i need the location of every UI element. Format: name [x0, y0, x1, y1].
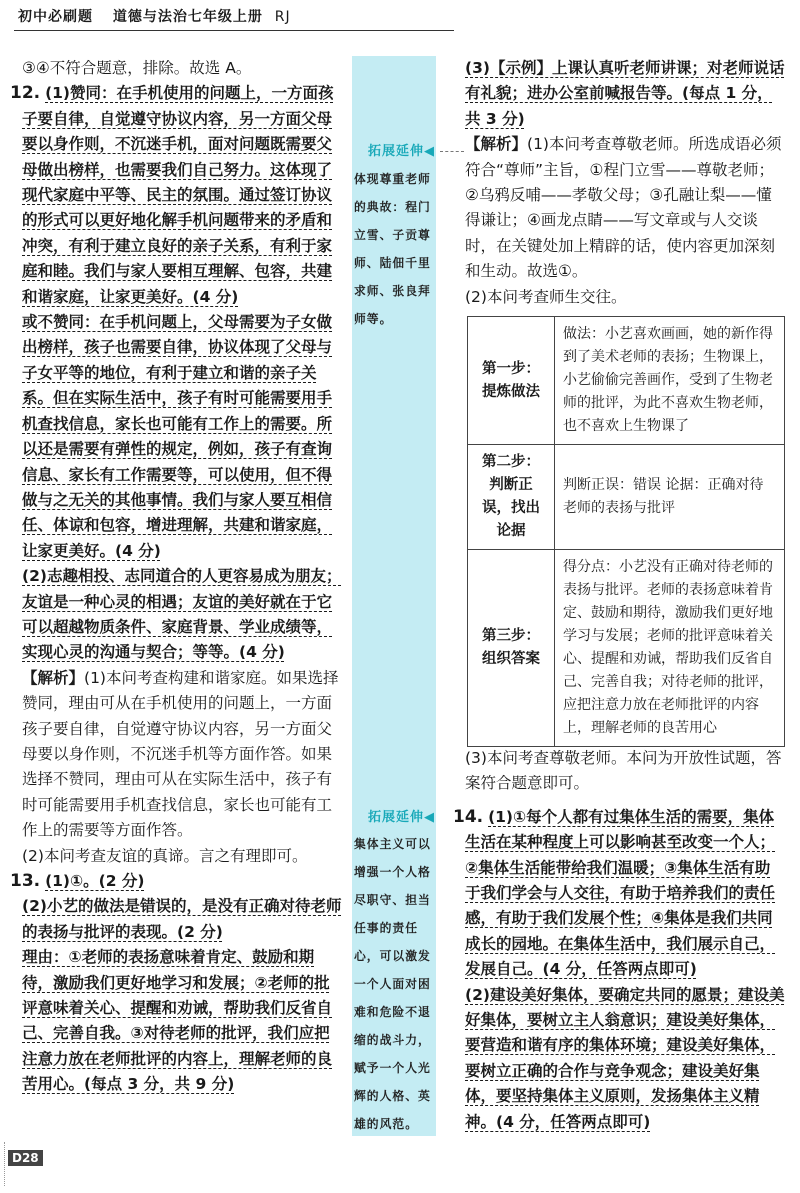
q14-number: 14. — [453, 806, 484, 827]
q11-tail: ③④不符合题意，排除。故选 A。 — [22, 59, 252, 77]
q13-answer-2: (2)小艺的做法是错误的，是没有正确对待老师的表扬与批评的表现。(2 分) — [22, 897, 342, 941]
analysis-tag: 【解析】 — [465, 135, 528, 154]
step-content: 做法：小艺喜欢画画，她的新作得到了美术老师的表扬；生物课上，小艺偷偷完善画作，受到了生物老师的批评，为此不喜欢生物老师，也不喜欢上生物课了 — [555, 317, 785, 445]
q13-answer-1 — [10, 869, 344, 894]
table-row — [468, 445, 785, 550]
extension-title-1-text: 拓展延伸 — [368, 144, 425, 159]
extension-title-1 — [368, 140, 435, 159]
table-row — [468, 550, 785, 747]
step-label: 第二步：判断正误，找出论据 — [468, 445, 555, 550]
q13-number: 13. — [10, 871, 41, 891]
steps-table — [467, 316, 785, 747]
q13-answer-4: (3)【示例】上课认真听老师讲课；对老师说话有礼貌；进办公室前喊报告等。(每点 1 分，共 3 分) — [465, 59, 785, 128]
right-column — [465, 56, 785, 310]
q12-answer-1 — [10, 81, 344, 310]
extension-box-2: 集体主义可以增强一个人格尽职守、担当任事的责任心，可以激发一个人面对困难和危险不退缩的战斗力，赋予一个人光辉的人格、英雄的风范。 — [354, 837, 431, 1131]
step-label: 第三步：组织答案 — [468, 550, 555, 747]
q13-text-1: (1)①。(2 分) — [45, 872, 145, 890]
q12-answer-2: 或不赞同：在手机问题上，父母需要为子女做出榜样，孩子也需要自律，协议体现了父母与子女平等的地位，有利于建立和谐的亲子关系。但在实际生活中，孩子有时可能需要用手机查找信息，家长也可能有工作上的需要。所以还是需要有弹性的规定，例如，孩子有查询信息、家长有工作需要等，可以使用，但不得做与之无关的其他事情。我们与家人要互相信任、体谅和包容，增进理解，共建和谐家庭，让家更美好。(4 分) — [22, 313, 333, 560]
q12-analysis-2: (2)本问考查友谊的真谛。言之有理即可。 — [22, 846, 308, 865]
q12-analysis-text: (1)本问考查构建和谐家庭。如果选择赞同，理由可从在手机使用的问题上，一方面孩子要自律，自觉遵守协议内容，另一方面父母要以身作则，不沉迷手机等方面作答。如果选择不赞同，理由可从在实际生活中，孩子有时可能需要用手机查找信息，家长也可能有工作上的需要等方面作答。 — [22, 668, 339, 840]
leader-line-1 — [440, 151, 464, 152]
q14-answer-2: (2)建设美好集体，要确定共同的愿景；建设美好集体，要树立主人翁意识；建设美好集体，要营造和谐有序的集体环境；建设美好集体，要树立正确的合作与竞争观念；建设美好集体，要坚持集体主义原则，发扬集体主义精神。(4 分，任答两点即可) — [465, 985, 785, 1131]
q13-analysis-text: (1)本问考查尊敬老师。所选成语必须符合“尊师”主旨，①程门立雪——尊敬老师；②乌鸦反哺——孝敬父母；③孔融让梨——懂得谦让；④画龙点睛——写文章或与人交谈时，在关键处加上精辟的话，使内容更加深刻和生动。故选①。 — [465, 135, 782, 281]
left-column — [10, 56, 344, 1098]
page-number: D28 — [8, 1150, 43, 1166]
header-rule — [14, 30, 454, 31]
extension-title-2 — [368, 806, 435, 825]
step-content: 判断正误：错误 论据：正确对待老师的表扬与批评 — [555, 445, 785, 550]
arrow-left-icon: ◀ — [424, 144, 436, 159]
q12-analysis — [22, 666, 344, 844]
step-label: 第一步：提炼做法 — [468, 317, 555, 445]
analysis-tag: 【解析】 — [22, 668, 85, 687]
q14-text-1: (1)①每个人都有过集体生活的需要，集体生活在某种程度上可以影响甚至改变一个人；②集体生活能带给我们温暖；③集体生活有助于我们学会与人交往，有助于培养我们的责任感，有助于我们发展个性；④集体是我们共同成长的园地。在集体生活中，我们展示自己，发展自己。(4 分，任答两点即可) — [465, 807, 776, 979]
extension-box-1: 体现尊重老师的典故：程门立雪、子贡尊师、陆佃千里求师、张良拜师等。 — [354, 172, 431, 326]
q13-analysis-3: (3)本问考查尊敬老师。本问为开放性试题，答案符合题意即可。 — [465, 749, 782, 793]
right-column-lower — [453, 746, 785, 1135]
arrow-left-icon: ◀ — [424, 810, 436, 825]
q13-analysis-2: (2)本问考查师生交往。 — [465, 287, 627, 306]
edition-code: RJ — [274, 9, 291, 25]
q12-number: 12. — [10, 83, 41, 104]
page-header — [18, 6, 778, 32]
q12-text-1: (1)赞同：在手机使用的问题上，一方面孩子要自律，自觉遵守协议内容，另一方面父母要以身作则，不沉迷手机，面对问题既需要父母做出榜样，也需要我们自己努力。这体现了现代家庭中平等、民主的氛围。通过签订协议的形式可以更好地化解手机问题带来的矛盾和冲突，有利于建立良好的亲子关系，有利于家庭和睦。我们与家人要相互理解、包容，共建和谐家庭，让家更美好。(4 分) — [22, 84, 334, 306]
q12-answer-3: (2)志趣相投、志同道合的人更容易成为朋友；友谊是一种心灵的相遇；友谊的美好就在于它可以超越物质条件、家庭背景、学业成绩等，实现心灵的沟通与契合；等等。(4 分) — [22, 567, 342, 662]
table-row — [468, 317, 785, 445]
series-title: 初中必刷题 — [18, 9, 93, 25]
extension-title-2-text: 拓展延伸 — [368, 810, 425, 825]
q13-answer-3: 理由：①老师的表扬意味着肯定、鼓励和期待，激励我们更好地学习和发展；②老师的批评意味着关心、提醒和劝诫，帮助我们反省自己、完善自我。③对待老师的批评，我们应把注意力放在老师批评的内容上，理解老师的良苦用心。(每点 3 分，共 9 分) — [22, 948, 333, 1094]
q13-analysis — [465, 132, 785, 284]
subject-title: 道德与法治七年级上册 — [112, 9, 263, 25]
q14-answer-1 — [453, 805, 785, 983]
step-content: 得分点：小艺没有正确对待老师的表扬与批评。老师的表扬意味着肯定、鼓励和期待，激励我们更好地学习与发展；老师的批评意味着关心、提醒和劝诫，帮助我们反省自己、完善自我；对待老师的批评，应把注意力放在老师批评的内容上，理解老师的良苦用心 — [555, 550, 785, 747]
